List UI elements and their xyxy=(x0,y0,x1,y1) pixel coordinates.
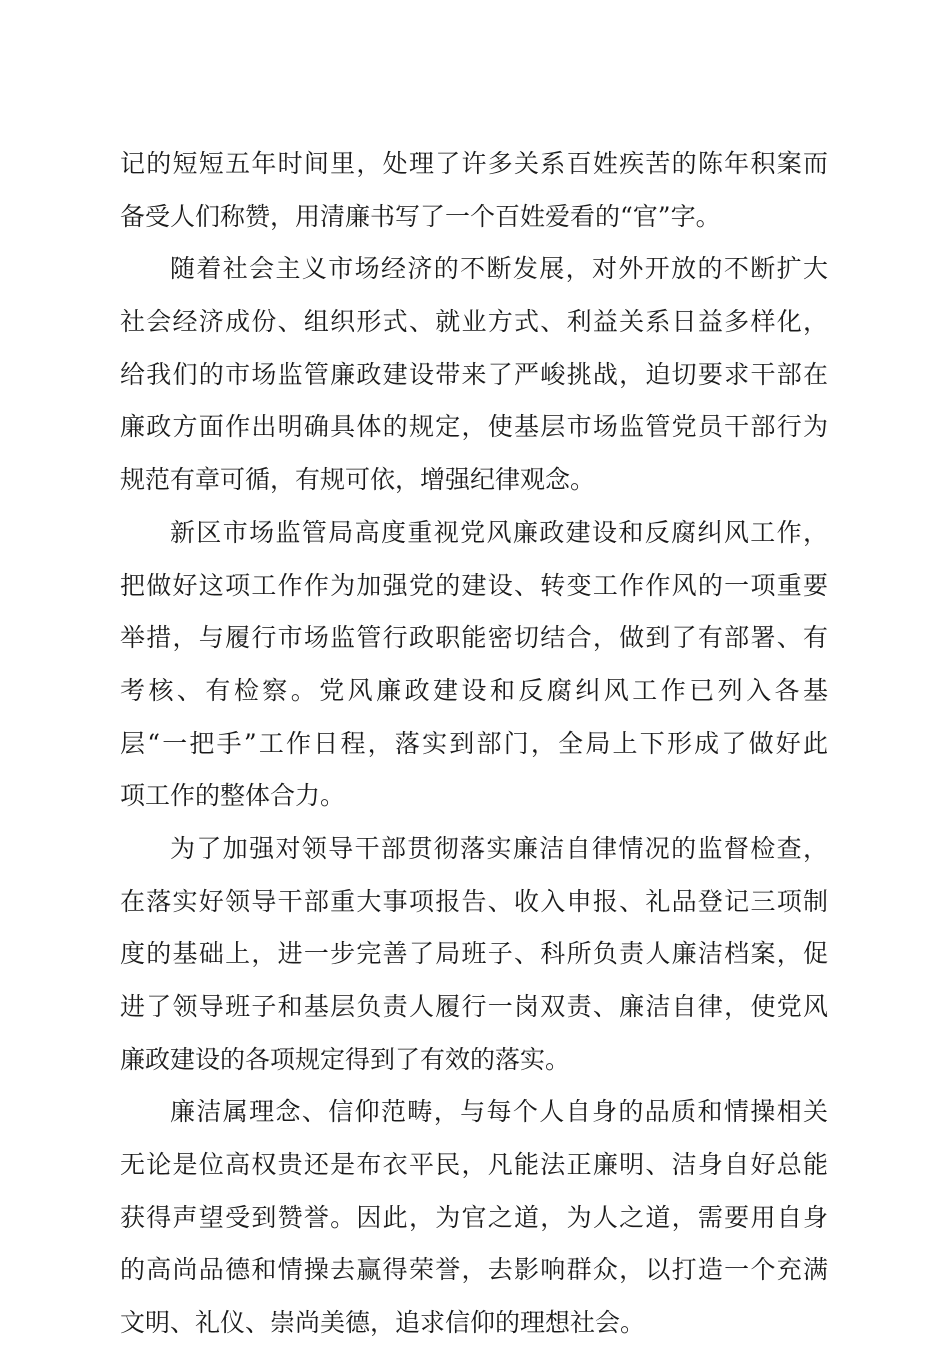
paragraph-4-line-5: 廉政建设的各项规定得到了有效的落实。 xyxy=(120,1044,571,1074)
paragraph-5-line-3: 获得声望受到赞誉。因此，为官之道，为人之道，需要用自身 xyxy=(120,1202,828,1232)
paragraph-5-line-2: 无论是位高权贵还是布衣平民，凡能法正廉明、洁身自好总能 xyxy=(120,1150,828,1180)
paragraph-2-line-3: 给我们的市场监管廉政建设带来了严峻挑战，迫切要求干部在 xyxy=(120,359,828,389)
paragraph-1-line-1: 记的短短五年时间里，处理了许多关系百姓疾苦的陈年积案而 xyxy=(120,149,828,178)
paragraph-3-line-4: 考核、有检察。党风廉政建设和反腐纠风工作已列入各基 xyxy=(120,675,828,705)
paragraph-2-line-2: 社会经济成份、组织形式、就业方式、利益关系日益多样化， xyxy=(120,307,828,337)
paragraph-5-line-1: 廉洁属理念、信仰范畴，与每个人自身的品质和情操相关 xyxy=(170,1097,828,1127)
paragraph-5-line-4: 的高尚品德和情操去赢得荣誉，去影响群众，以打造一个充满 xyxy=(120,1255,828,1285)
paragraph-2-line-5: 规范有章可循，有规可依，增强纪律观念。 xyxy=(120,465,596,495)
paragraph-5-line-5: 文明、礼仪、崇尚美德，追求信仰的理想社会。 xyxy=(120,1308,646,1338)
paragraph-2-line-1: 随着社会主义市场经济的不断发展，对外开放的不断扩大 xyxy=(170,254,828,284)
paragraph-3-line-2: 把做好这项工作作为加强党的建设、转变工作作风的一项重要 xyxy=(120,570,828,600)
paragraph-3-line-1: 新区市场监管局高度重视党风廉政建设和反腐纠风工作， xyxy=(170,517,828,547)
paragraph-4-line-3: 度的基础上，进一步完善了局班子、科所负责人廉洁档案，促 xyxy=(120,939,828,969)
paragraph-3-line-3: 举措，与履行市场监管行政职能密切结合，做到了有部署、有 xyxy=(120,623,828,653)
paragraph-4-line-2: 在落实好领导干部重大事项报告、收入申报、礼品登记三项制 xyxy=(120,886,828,916)
paragraph-2-line-4: 廉政方面作出明确具体的规定，使基层市场监管党员干部行为 xyxy=(120,412,828,442)
document-body xyxy=(120,138,828,1350)
paragraph-4-line-1: 为了加强对领导干部贯彻落实廉洁自律情况的监督检查， xyxy=(170,833,828,863)
paragraph-3-line-6: 项工作的整体合力。 xyxy=(120,781,346,811)
paragraph-3-line-5: 层“一把手”工作日程，落实到部门，全局上下形成了做好此 xyxy=(120,728,828,758)
paragraph-1-line-2: 备受人们称赞，用清廉书写了一个百姓爱看的“官”字。 xyxy=(120,201,721,231)
paragraph-4-line-4: 进了领导班子和基层负责人履行一岗双责、廉洁自律，使党风 xyxy=(120,992,828,1021)
